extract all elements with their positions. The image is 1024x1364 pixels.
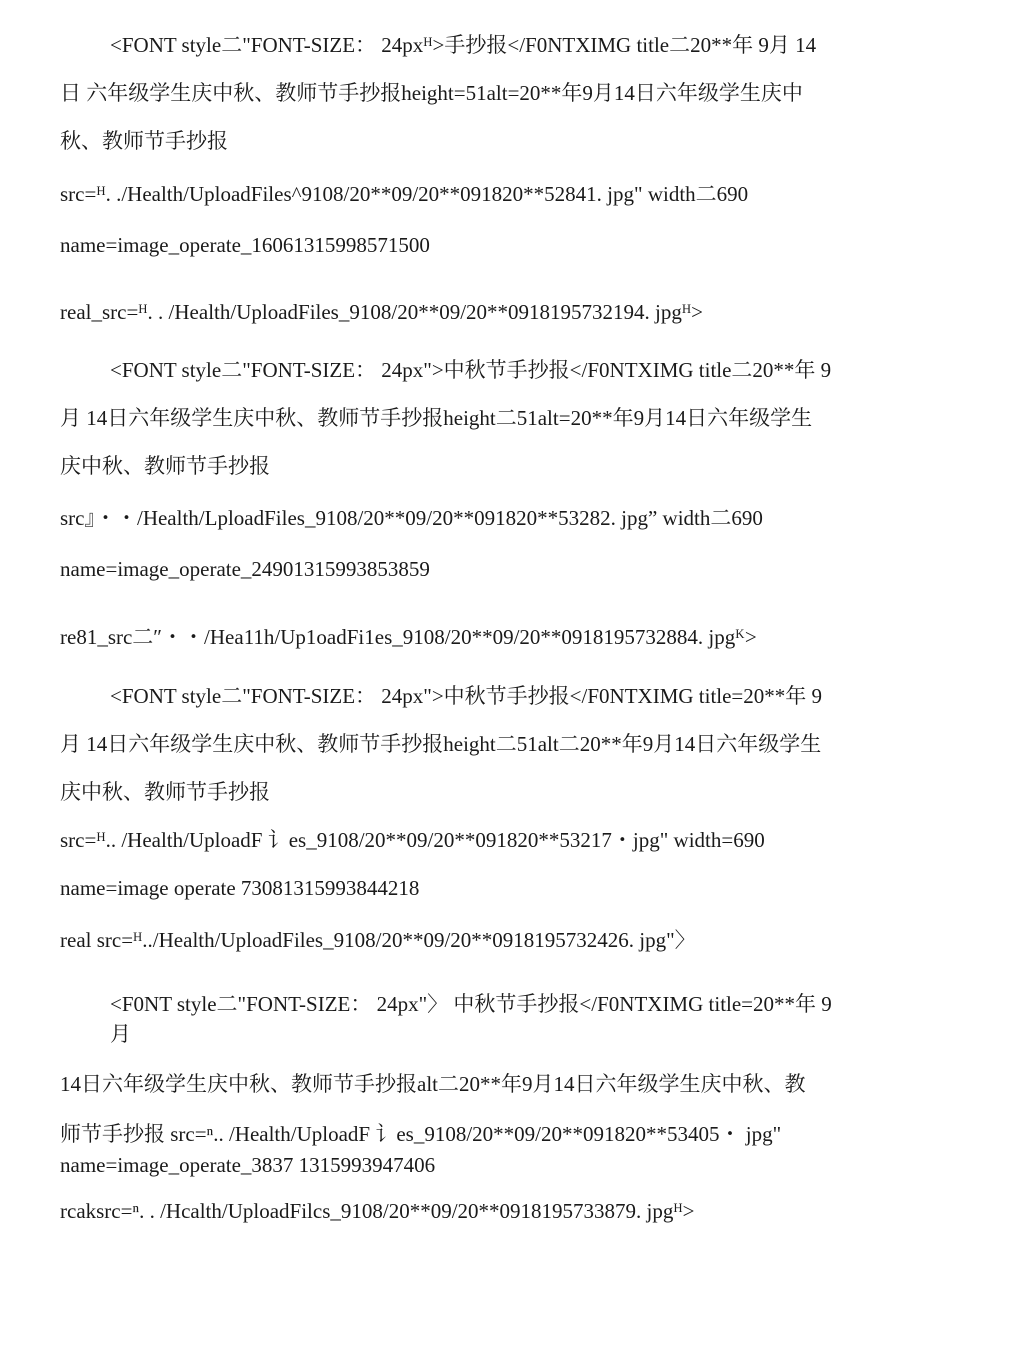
- text-line: 秋、教师节手抄报: [60, 129, 228, 153]
- text-line: src』・・/Health/LploadFiles_9108/20**09/20**091820**53282. jpg” width二690: [60, 506, 763, 530]
- text-line: real_src=ᴴ. . /Health/UploadFiles_9108/20**09/20**0918195732194. jpgᴴ>: [60, 300, 703, 324]
- text-line: 14日六年级学生庆中秋、教师节手抄报alt二20**年9月14日六年级学生庆中秋、教: [60, 1072, 806, 1096]
- text-line: <F0NT style二"FONT-SIZE： 24px"〉 中秋节手抄报</F0NTXIMG title=20**年 9: [110, 992, 832, 1016]
- text-line: <FONT style二"FONT-SIZE： 24px">中秋节手抄报</F0NTXIMG title=20**年 9: [110, 684, 823, 708]
- text-line: src=ᴴ. ./Health/UploadFiles^9108/20**09/20**091820**52841. jpg" width二690: [60, 182, 749, 206]
- text-line: 月: [110, 1022, 131, 1046]
- text-line: name=image operate 73081315993844218: [60, 876, 420, 900]
- text-line: 师节手抄报 src=ⁿ.. /Health/UploadF 讠es_9108/20**09/20**091820**53405・ jpg": [60, 1122, 782, 1146]
- text-line: re81_src二″・・/Hea11h/Up1oadFi1es_9108/20**09/20**0918195732884. jpgᴷ>: [60, 625, 757, 649]
- text-line: 月 14日六年级学生庆中秋、教师节手抄报height二51alt=20**年9月14日六年级学生: [60, 406, 813, 430]
- text-line: 庆中秋、教师节手抄报: [60, 780, 270, 804]
- text-line: 月 14日六年级学生庆中秋、教师节手抄报height二51alt二20**年9月14日六年级学生: [60, 732, 822, 756]
- text-line: 日 六年级学生庆中秋、教师节手抄报height=51alt=20**年9月14日六年级学生庆中: [60, 81, 803, 105]
- text-line: name=image_operate_24901315993853859: [60, 557, 430, 581]
- text-line: 庆中秋、教师节手抄报: [60, 454, 270, 478]
- text-line: <FONT style二"FONT-SIZE： 24pxᴴ>手抄报</F0NTXIMG title二20**年 9月 14: [110, 33, 817, 57]
- text-line: real src=ᴴ../Health/UploadFiles_9108/20**09/20**0918195732426. jpg"〉: [60, 928, 696, 952]
- text-line: src=ᴴ.. /Health/UploadF 讠es_9108/20**09/20**091820**53217・jpg" width=690: [60, 828, 765, 852]
- text-line: name=image_operate_16061315998571500: [60, 233, 430, 257]
- text-line: name=image_operate_3837 1315993947406: [60, 1153, 436, 1177]
- text-line: <FONT style二"FONT-SIZE： 24px">中秋节手抄报</F0NTXIMG title二20**年 9: [110, 358, 832, 382]
- text-line: rcaksrc=ⁿ. . /Hcalth/UploadFilcs_9108/20**09/20**0918195733879. jpgᴴ>: [60, 1199, 695, 1223]
